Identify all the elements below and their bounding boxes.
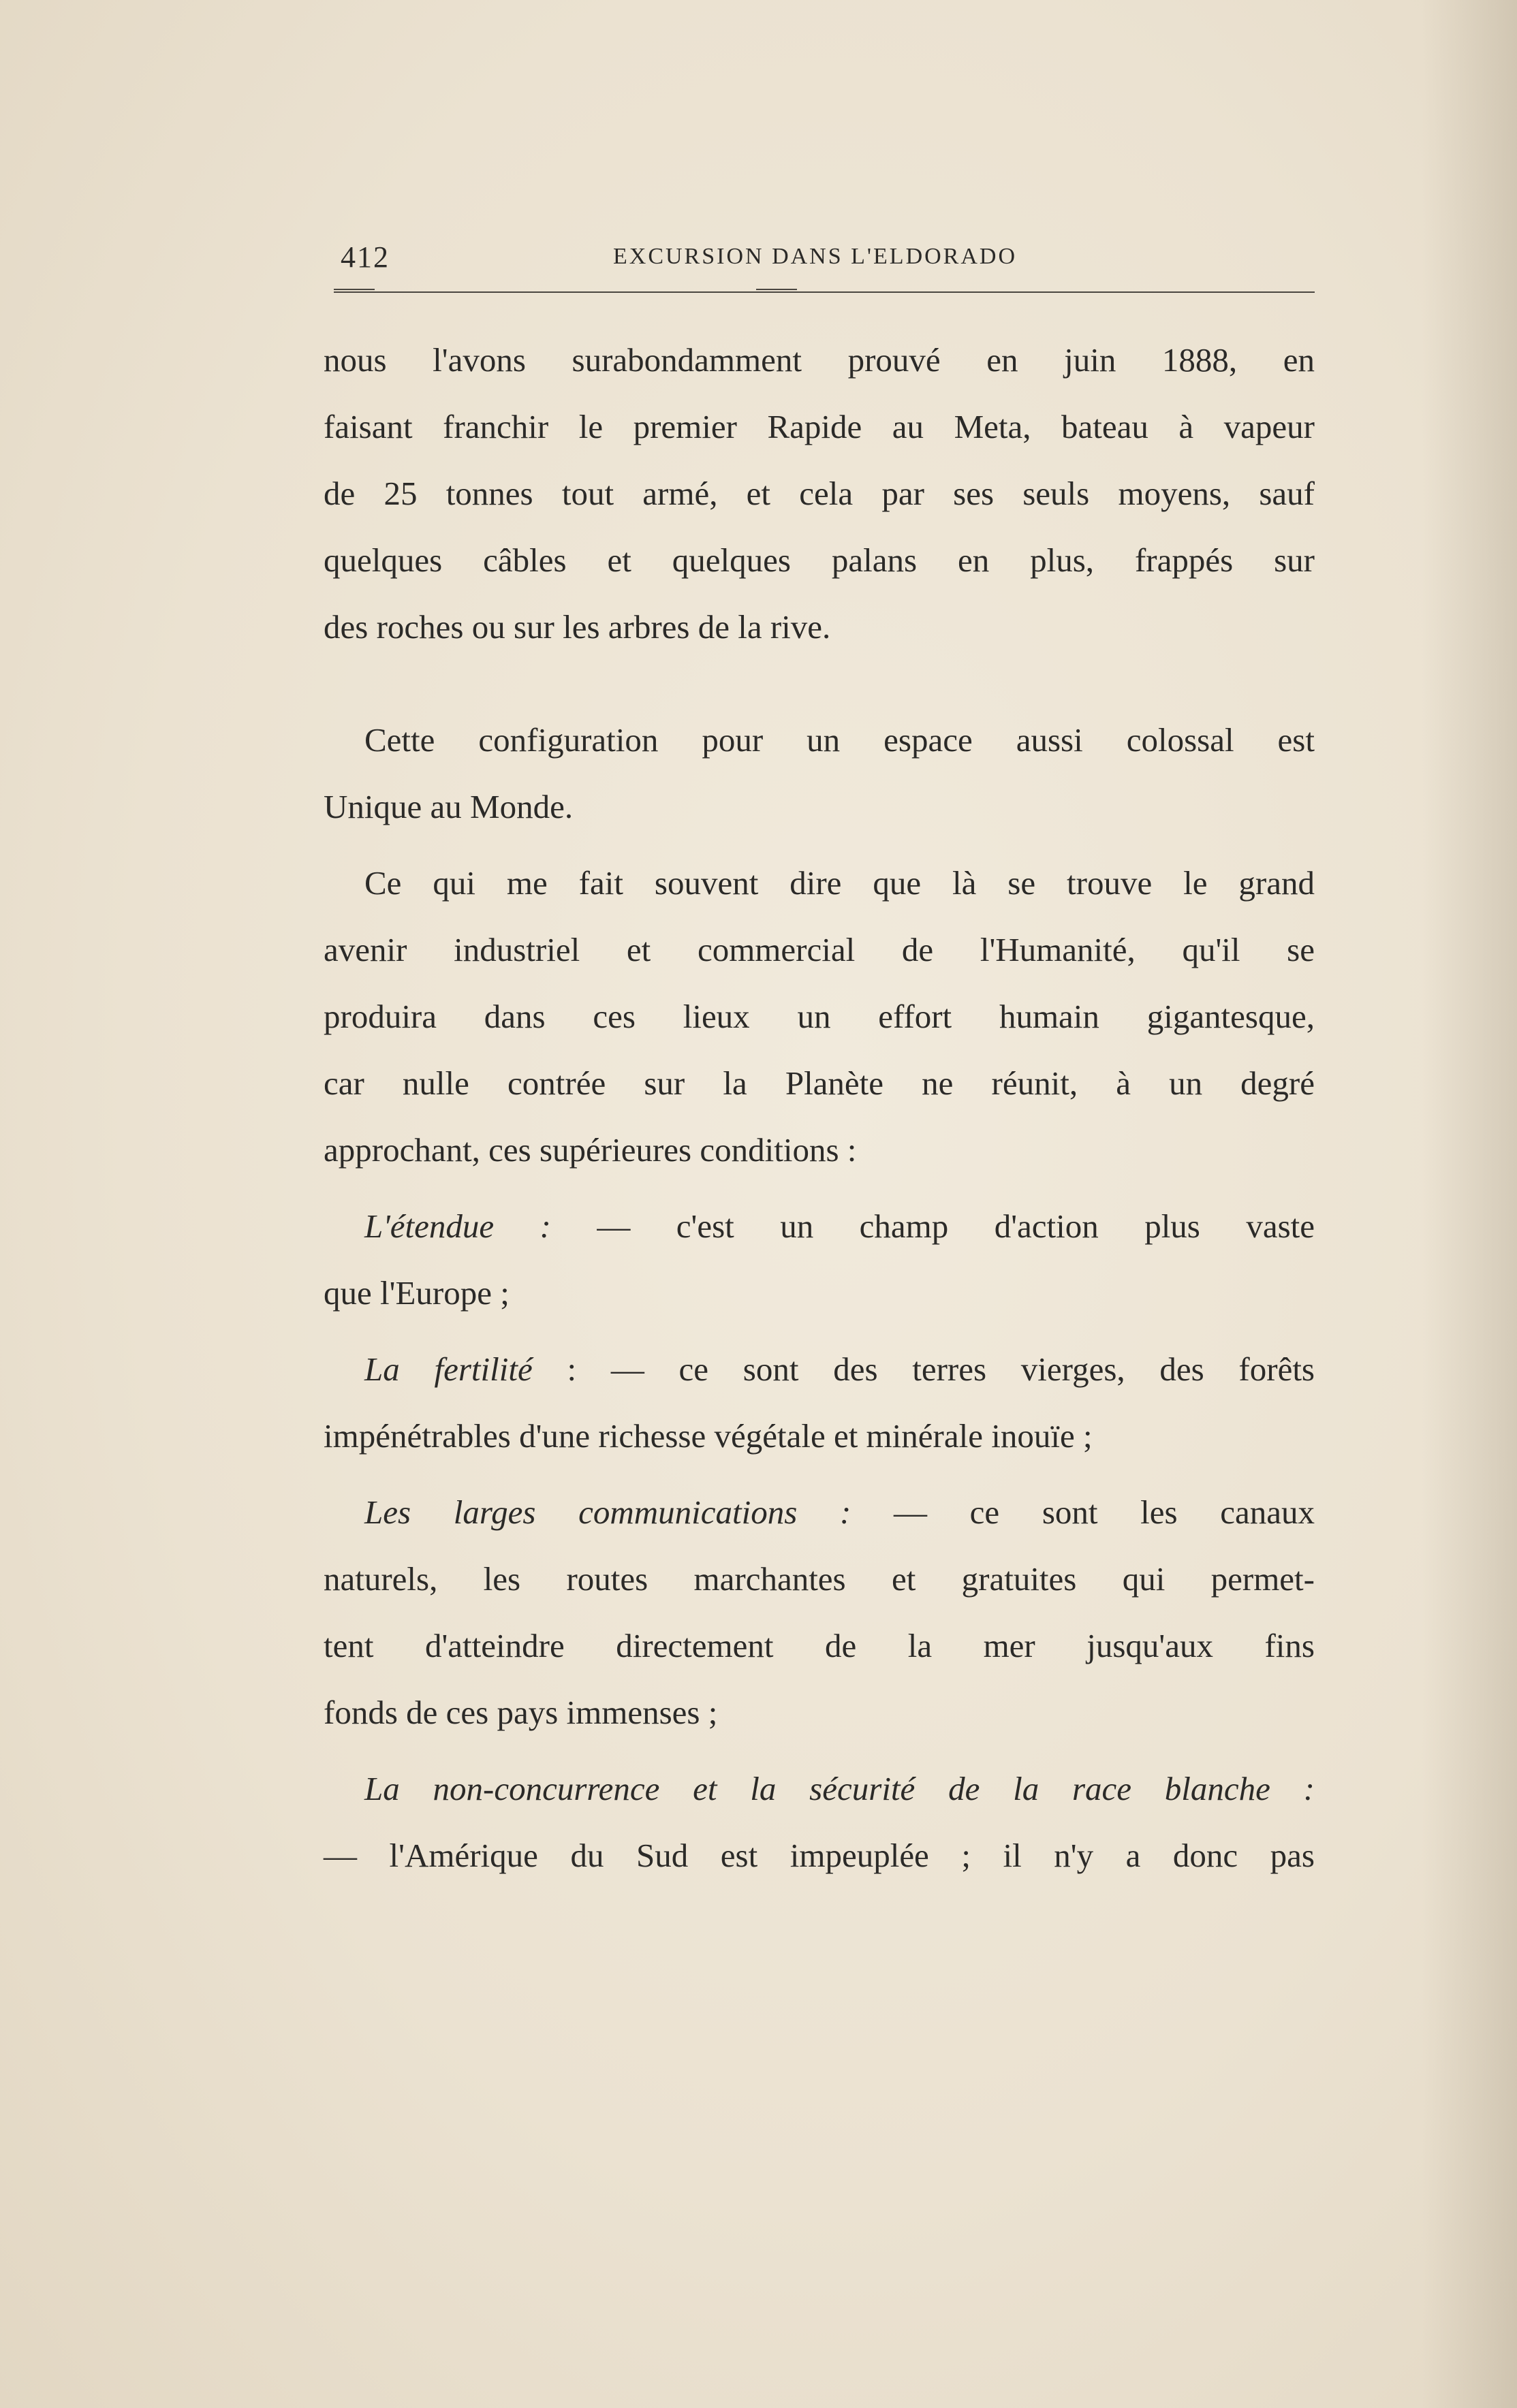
item-text: : — ce sont des terres vierges, des forêts — [567, 1350, 1315, 1388]
text-line — [324, 1336, 1315, 1403]
section-gap — [324, 661, 1315, 707]
text-line — [324, 1479, 1315, 1546]
text-line: faisant franchir le premier Rapide au Meta, bateau à vapeur — [324, 408, 1315, 445]
item-text: — ce sont les canaux — [893, 1493, 1315, 1531]
item-label: La fertilité — [364, 1350, 533, 1388]
text-line: produira dans ces lieux un effort humain gigantesque, — [324, 998, 1315, 1035]
item-label: La non-concurrence et la sécurité de la race blanche : — [364, 1770, 1315, 1807]
paragraph-6 — [324, 1479, 1315, 1746]
text-line: de 25 tonnes tout armé, et cela par ses seuls moyens, sauf — [324, 475, 1315, 512]
running-head: EXCURSION DANS L'ELDORADO — [613, 244, 1018, 269]
body-text — [324, 327, 1315, 1889]
text-line: Unique au Monde. — [324, 788, 574, 825]
text-line: approchant, ces supérieures conditions : — [324, 1131, 857, 1169]
header-rule-mark-left — [334, 289, 375, 290]
text-line: naturels, les routes marchantes et gratuites qui permet- — [324, 1560, 1315, 1598]
text-line — [324, 1756, 1315, 1822]
paragraph-1 — [324, 327, 1315, 661]
text-line — [324, 1193, 1315, 1260]
text-line: Ce qui me fait souvent dire que là se trouve le grand — [364, 864, 1315, 902]
text-line: que l'Europe ; — [324, 1274, 510, 1312]
item-text: — c'est un champ d'action plus vaste — [597, 1207, 1315, 1245]
text-line: impénétrables d'une richesse végétale et minérale inouïe ; — [324, 1417, 1093, 1455]
text-line: car nulle contrée sur la Planète ne réunit, à un degré — [324, 1064, 1315, 1102]
text-line: fonds de ces pays immenses ; — [324, 1694, 718, 1731]
paragraph-3 — [324, 850, 1315, 1184]
paragraph-4 — [324, 1193, 1315, 1327]
paragraph-5 — [324, 1336, 1315, 1470]
text-line: Cette configuration pour un espace aussi colossal est — [364, 721, 1315, 759]
paragraph-gap — [324, 1184, 1315, 1193]
page-gutter-shadow — [1422, 0, 1517, 2408]
item-label: L'étendue : — [364, 1207, 551, 1245]
text-line: — l'Amérique du Sud est impeuplée ; il n'y a donc pas — [324, 1837, 1315, 1874]
paragraph-7 — [324, 1756, 1315, 1889]
text-line: nous l'avons surabondamment prouvé en juin 1888, en — [324, 341, 1315, 379]
page-number: 412 — [341, 240, 390, 274]
text-line: tent d'atteindre directement de la mer jusqu'aux fins — [324, 1627, 1315, 1664]
paragraph-gap — [324, 1470, 1315, 1479]
paragraph-gap — [324, 1746, 1315, 1756]
paragraph-gap — [324, 1327, 1315, 1336]
header-rule — [334, 291, 1315, 296]
text-line: des roches ou sur les arbres de la rive. — [324, 608, 831, 646]
text-line: quelques câbles et quelques palans en plus, frappés sur — [324, 541, 1315, 579]
page-header — [334, 240, 1315, 281]
header-rule-mark-center — [756, 289, 797, 290]
item-label: Les larges communications : — [364, 1493, 851, 1531]
text-line: avenir industriel et commercial de l'Humanité, qu'il se — [324, 931, 1315, 968]
paragraph-gap — [324, 840, 1315, 850]
paragraph-2 — [324, 707, 1315, 840]
